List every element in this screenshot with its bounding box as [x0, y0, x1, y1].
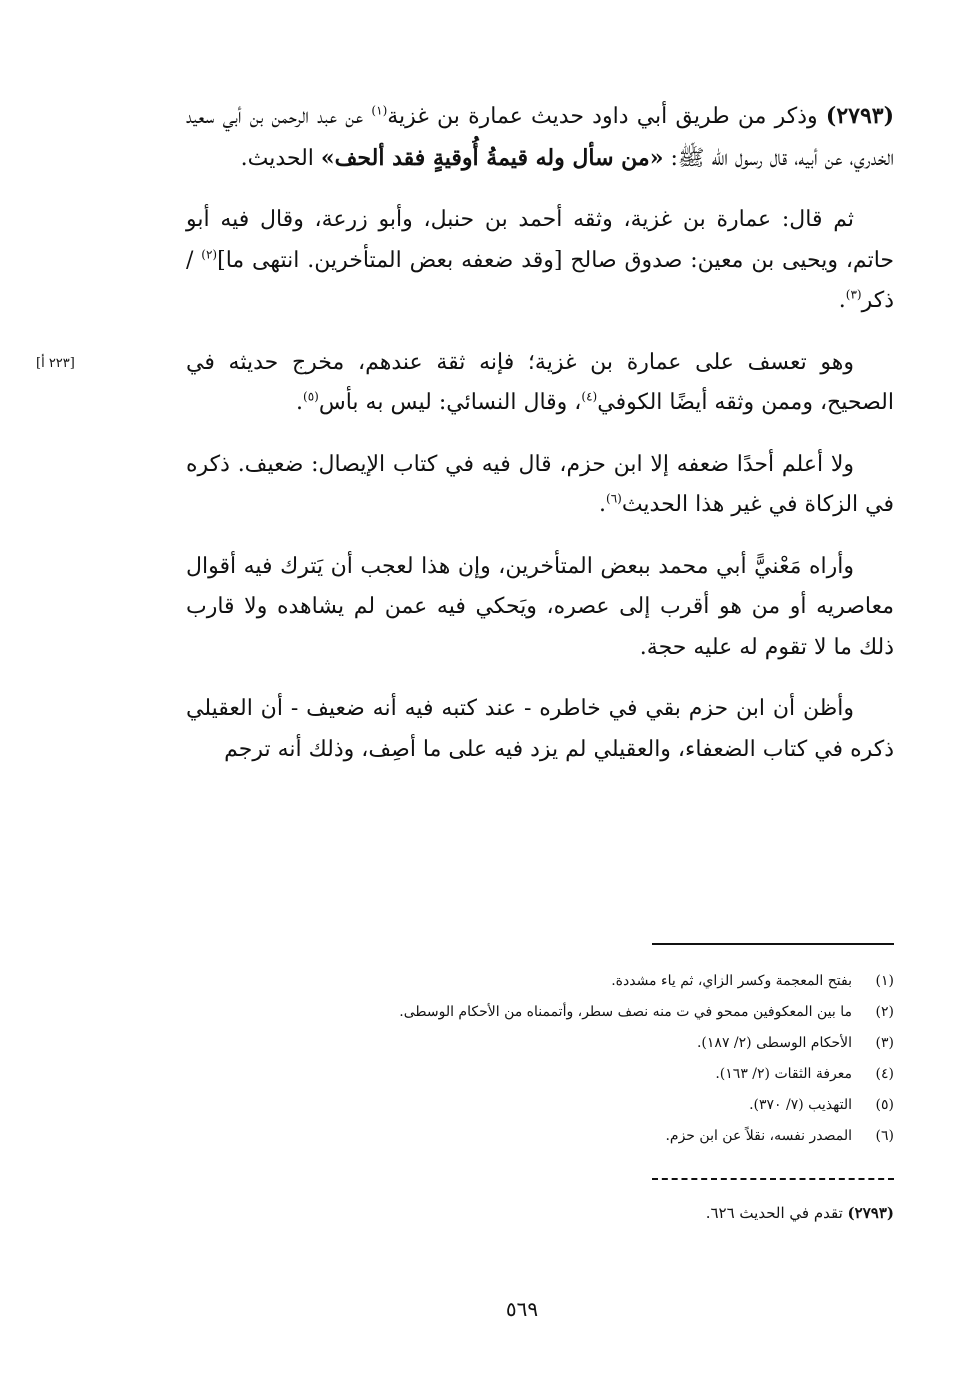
text-segment: وذكر من طريق أبي داود حديث عمارة بن غزية: [387, 104, 818, 129]
hadith-number: (٢٧٩٣): [825, 103, 894, 129]
footnote-item: [186, 1059, 894, 1090]
footnote-ref[interactable]: (١): [371, 103, 388, 118]
footnote-text: بفتح المعجمة وكسر الزاي، ثم ياء مشددة.: [611, 973, 852, 989]
paragraph-2: [186, 200, 894, 322]
text-segment: ولا أعلم أحدًا ضعفه إلا ابن حزم، قال فيه في كتاب الإيصال: ضعيف. ذكره في الزكاة في غير هذا الحديث: [186, 451, 894, 517]
paragraph-3: [186, 343, 894, 424]
paragraph-5: [186, 547, 894, 669]
endnote-text: تقدم في الحديث ٦٢٦.: [705, 1204, 843, 1222]
footnote-number: (٦): [875, 1128, 894, 1144]
footnote-item: [186, 1028, 894, 1059]
footnote-number: (٣): [875, 1035, 894, 1051]
text-segment: عن عبد الرحمن بن أبي سعيد الخدري، عن أبيه، قال رسول الله ﷺ:: [186, 104, 894, 171]
footnote-ref[interactable]: (٣): [845, 287, 862, 302]
text-segment: .: [296, 390, 304, 415]
footnote-item: [186, 1121, 894, 1152]
text-segment: ، وقال النسائي: ليس به بأس: [318, 390, 582, 415]
footnote-ref[interactable]: (٢): [201, 247, 218, 262]
text-segment: الحديث.: [240, 145, 321, 171]
footnote-text: التهذيب (٧/ ٣٧٠).: [749, 1097, 852, 1113]
footnote-ref[interactable]: (٦): [606, 491, 622, 506]
hadith-endnote: [186, 1198, 894, 1228]
text-segment: .: [838, 288, 846, 313]
footnote-ref[interactable]: (٤): [581, 389, 598, 404]
footnote-number: (٤): [875, 1066, 894, 1082]
footnote-number: (٢): [875, 1004, 894, 1020]
footnote-text: ما بين المعكوفين ممحو في ت منه نصف سطر، وأتممناه من الأحكام الوسطى.: [399, 1004, 852, 1020]
endnote-number: (٢٧٩٣): [847, 1204, 894, 1222]
endnote-divider: [652, 1178, 894, 1180]
hadith-quote: «من سأل وله قيمةُ أُوقيةٍ فقد ألحف»: [320, 144, 664, 171]
footnote-text: الأحكام الوسطى (٢/ ١٨٧).: [696, 1035, 852, 1051]
paragraph-4: [186, 445, 894, 526]
footnote-ref[interactable]: (٥): [303, 389, 319, 404]
text-segment: وأظن أن ابن حزم بقي في خاطره - عند كتبه فيه أنه ضعيف - أن العقيلي ذكره في كتاب الضعفاء، والعقيلي لم يزد فيه على ما أصِف، وذلك أنه ترجم: [186, 696, 894, 762]
footnote-number: (١): [875, 973, 894, 989]
text-segment: .: [599, 492, 606, 517]
footnote-item: [186, 997, 894, 1028]
paragraph-1: [186, 96, 894, 179]
footnote-item: [186, 1090, 894, 1121]
text-segment: وأراه مَعْنيًّ أبي محمد ببعض المتأخرين، وإن هذا لعجب أن يَترك فيه أقوال معاصريه أو من هو أقرب إلى عصره، ويَحكي فيه عمن لم يشاهده ولا قارب ذلك ما لا تقوم له عليه حجة.: [186, 553, 894, 660]
main-text: [186, 96, 894, 791]
text-segment: / ذكر: [186, 247, 894, 313]
page-number: ٥٦٩: [505, 1297, 539, 1321]
footnote-number: (٥): [875, 1097, 894, 1113]
paragraph-6: [186, 689, 894, 770]
footnote-item: [186, 966, 894, 997]
footnote-text: معرفة الثقات (٢/ ١٦٣).: [715, 1066, 852, 1082]
footnote-text: المصدر نفسه، نقلاً عن ابن حزم.: [665, 1128, 852, 1144]
text-segment: وهو تعسف على عمارة بن غزية؛ فإنه ثقة عندهم، مخرج حديثه في الصحيح، وممن وثقه أيضًا الكوفي: [186, 349, 894, 415]
footnotes: [186, 966, 894, 1152]
manuscript-folio-note: [٢٢٣ أ]: [36, 356, 75, 371]
text-segment: ثم قال: عمارة بن غزية، وثقه أحمد بن حنبل، وأبو زرعة، وقال فيه أبو حاتم، ويحيى بن معين: صدوق صالح [وقد ضعفه بعض المتأخرين. انتهى ما]: [186, 207, 895, 273]
footnote-divider: [652, 943, 894, 945]
